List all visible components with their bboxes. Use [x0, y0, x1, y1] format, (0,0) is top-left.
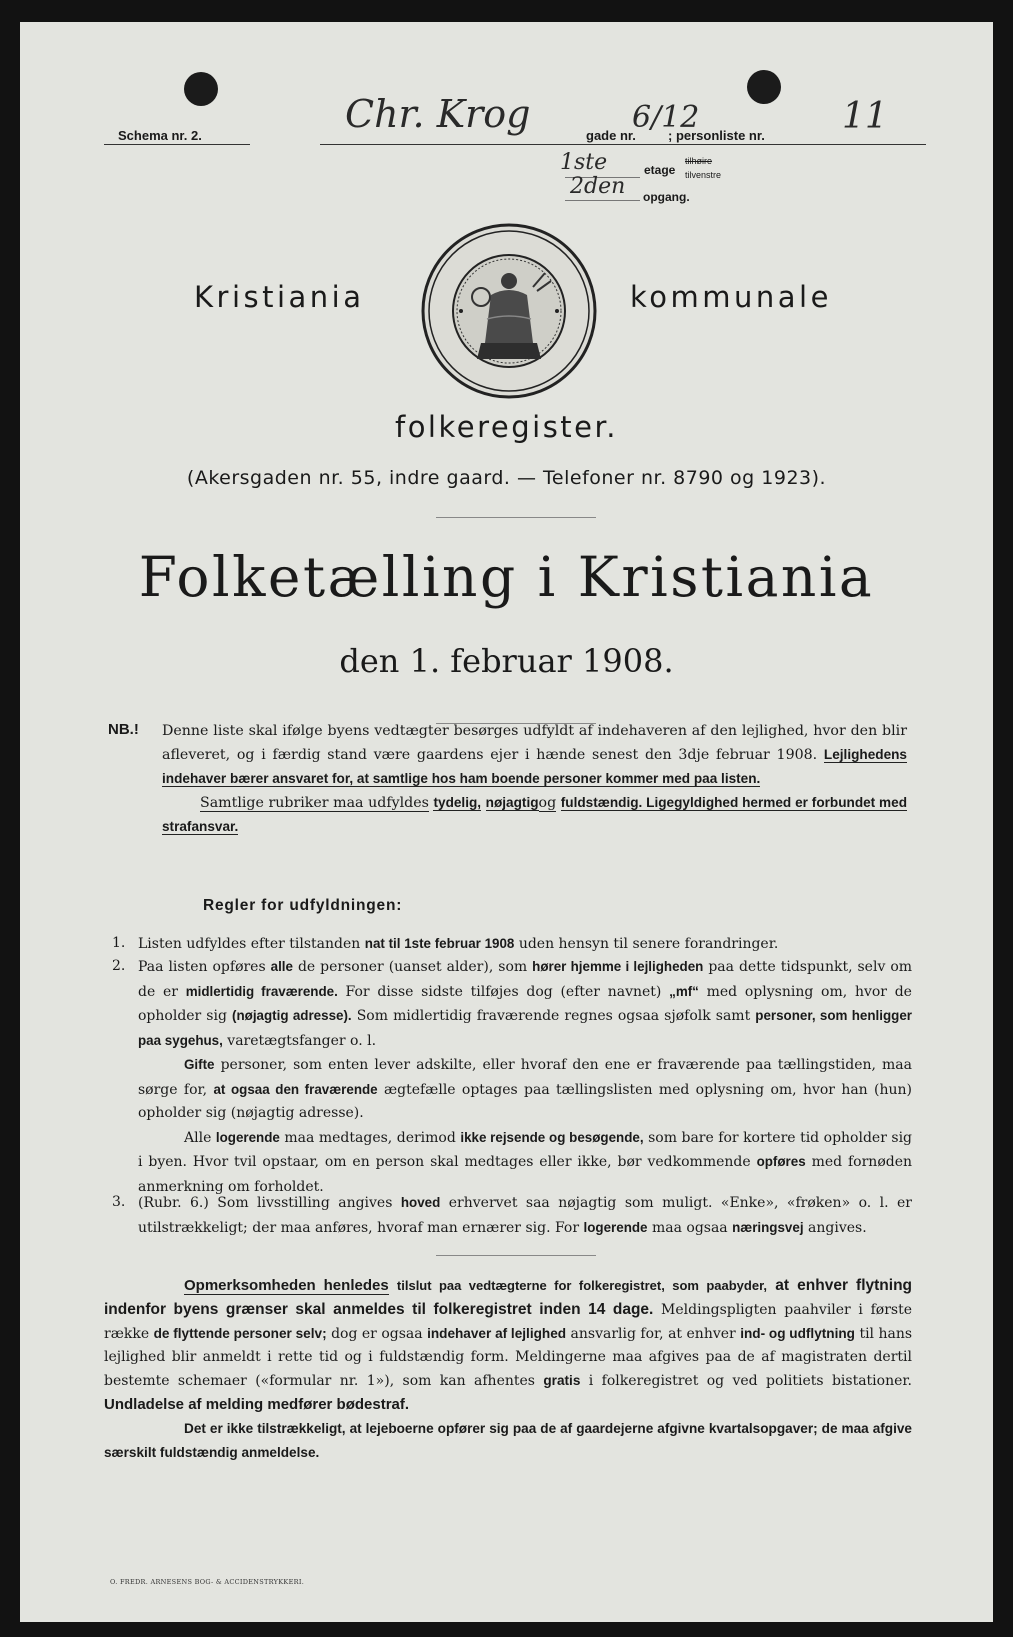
etage-label: etage — [644, 163, 676, 177]
divider-3 — [436, 1255, 596, 1256]
address-rule — [320, 144, 926, 145]
kommunale-label: kommunale — [630, 280, 832, 314]
rule-3: 3. (Rubr. 6.) Som livsstilling angives hoved erhvervet saa nøjagtig som muligt. «Enke», «frøken» o. l. er utilstrækkeligt; der maa anføres, hvoraf man ernærer sig. For logerende maa ogsaa næringsvej angives. — [112, 1194, 913, 1236]
city-seal — [421, 223, 597, 399]
tilvenstre-option: tilvenstre — [685, 170, 722, 180]
tilhoire-option: tilhøire — [685, 156, 713, 166]
date-heading: den 1. februar 1908. — [339, 642, 674, 680]
punch-hole-right — [747, 70, 781, 104]
personliste-label: ; personliste nr. — [668, 128, 765, 143]
main-heading: Folketælling i Kristiania — [138, 545, 875, 609]
divider-1 — [436, 517, 596, 518]
address-line: (Akersgaden nr. 55, indre gaard. — Telefoner nr. 8790 og 1923). — [186, 467, 827, 489]
gade-nr-handwriting: 6/12 — [632, 100, 700, 135]
notice-text: Opmerksomheden henledes tilslut paa vedtægterne for folkeregistret, som paabyder, at enhver flytning indenfor byens grænser skal anmeldes til folkeregistret inden 14 dage. Meldingspligten paahviler i første række de flyttende personer selv; dog er ogsaa indehaver af lejlighed ansvarlig for, at enhver ind- og udflytning til hans lejlighed blir anmeldt i rette tid og i fuldstændig form. Meldingerne maa afgives paa de af magistraten dertil bestemte schemaer («formular nr. 1»), som kan afhentes gratis i folkeregistret og ved politiets bistationer. Undladelse af melding medfører bødestraf. Det er ikke tilstrækkeligt, at lejeboerne opfører sig paa de af gaardejerne afgivne kvartalsopgaver; de maa afgive særskilt fuldstændig anmeldelse. — [104, 1277, 913, 1460]
nb-label: NB.! — [108, 721, 139, 738]
punch-hole-left — [184, 72, 218, 106]
rule-1: 1. Listen udfyldes efter tilstanden nat til 1ste februar 1908 uden hensyn til senere forandringer. — [112, 935, 779, 952]
personliste-handwriting: 11 — [842, 96, 888, 137]
opgang-handwriting: 2den — [570, 174, 626, 199]
nb-text: Denne liste skal ifølge byens vedtægter besørges udfyldt af indehaveren af den lejlighed, hvor den blir afleveret, og i færdig stand være gaardens ejer i hænde senest den 3dje februar 1908. Lejlighedens indehaver bærer ansvaret for, at samtlige hos ham boende personer kommer med paa listen. Samtlige rubriker maa udfyldes tydelig, nøjagtigog fuldstændig. Ligegyldighed hermed er forbundet med strafansvar. — [162, 723, 908, 834]
gade-nr-label: gade nr. — [586, 128, 636, 143]
printer-credit: O. FREDR. ARNESENS BOG- & ACCIDENSTRYKKERI. — [110, 1578, 305, 1586]
opgang-rule — [565, 200, 640, 201]
kristiania-label: Kristiania — [194, 280, 365, 314]
schema-rule — [104, 144, 250, 145]
folkeregister-label: folkeregister. — [394, 410, 618, 444]
etage-handwriting: 1ste — [560, 150, 608, 175]
census-form — [20, 22, 993, 1622]
rule-2: 2. Paa listen opføres alle de personer (uanset alder), som hører hjemme i lejligheden paa dette tidspunkt, selv om de er midlertidig fraværende. For disse sidste tilføjes dog (efter navnet) „mf“ med oplysning om, hvor de opholder sig (nøjagtig adresse). Som midlertidig fraværende regnes ogsaa sjøfolk samt personer, som henligger paa sygehus, varetægtsfanger o. l. Gifte personer, som enten lever adskilte, eller hvoraf den ene er fraværende paa tællingstiden, maa sørge for, at ogsaa den fraværende ægtefælle optages paa tællingslisten med oplysning om, hvor han (hun) opholder sig (nøjagtig adresse). Alle logerende maa medtages, derimod ikke rejsende og besøgende, som bare for kortere tid opholder sig i byen. Hvor tvil opstaar, om en person skal medtages eller ikke, bør vedkommende opføres med fornøden anmerkning om forholdet. — [112, 958, 913, 1195]
rules-heading: Regler for udfyldningen: — [203, 897, 403, 914]
opgang-label: opgang. — [643, 190, 690, 204]
street-handwriting: Chr. Krog — [345, 92, 531, 136]
schema-label: Schema nr. 2. — [118, 128, 202, 143]
